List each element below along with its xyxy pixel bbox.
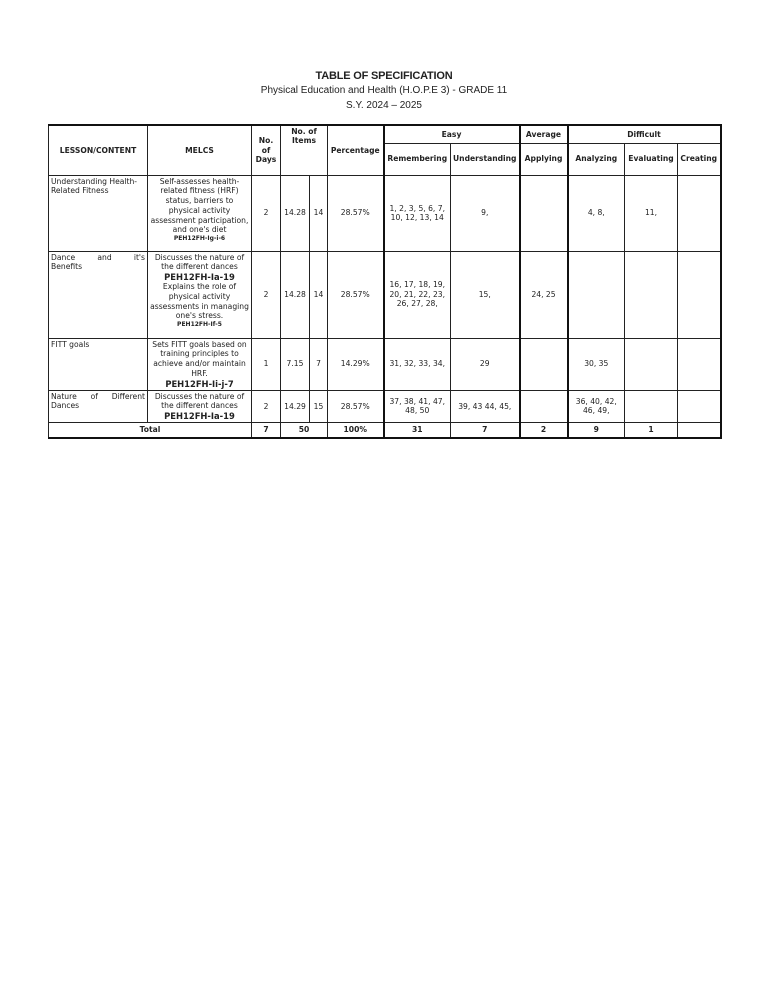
lesson-cell [49, 390, 148, 423]
lesson-word: Benefits [51, 261, 83, 271]
melc-text: Sets FITT goals based on training principles to achieve and/or maintain HRF. [152, 339, 247, 378]
lesson-word: it's [133, 252, 145, 262]
remembering-cell: 1, 2, 3, 5, 6, 7, 10, 12, 13, 14 [384, 175, 451, 251]
header-creating: Creating [678, 143, 721, 175]
header-difficult: Difficult [568, 125, 721, 143]
analyzing-cell: 4, 8, [568, 175, 625, 251]
percentage-cell: 14.29% [328, 338, 384, 390]
days-cell: 1 [252, 338, 281, 390]
melc-cell [148, 390, 252, 423]
melc-text: Discusses the nature of the different dances [154, 391, 245, 411]
percentage-cell: 28.57% [328, 175, 384, 251]
days-cell: 2 [252, 175, 281, 251]
items-cell: 15 [310, 390, 328, 423]
evaluating-cell [625, 251, 678, 338]
understanding-cell: 15, [451, 251, 520, 338]
items-weight-cell: 14.28 [281, 175, 310, 251]
evaluating-cell [625, 338, 678, 390]
melc-code: PEH12FH-Ia-19 [164, 272, 235, 283]
items-weight-cell: 14.28 [281, 251, 310, 338]
header-applying: Applying [520, 143, 568, 175]
header-days: No. of Days [252, 125, 281, 175]
total-items: 50 [281, 423, 328, 438]
header-lesson: LESSON/CONTENT [49, 125, 148, 175]
lesson-word: Different [111, 391, 145, 401]
items-cell: 14 [310, 251, 328, 338]
days-cell: 2 [252, 390, 281, 423]
applying-cell [520, 390, 568, 423]
header-percentage: Percentage [328, 125, 384, 175]
items-cell: 14 [310, 175, 328, 251]
lesson-word: and [97, 252, 112, 262]
total-creating [678, 423, 721, 438]
document-title: TABLE OF SPECIFICATION [315, 70, 453, 82]
header-understanding: Understanding [451, 143, 520, 175]
lesson-cell [49, 251, 148, 338]
creating-cell [678, 251, 721, 338]
percentage-cell: 28.57% [328, 251, 384, 338]
total-remembering: 31 [384, 423, 451, 438]
analyzing-cell: 36, 40, 42, 46, 49, [568, 390, 625, 423]
applying-cell [520, 338, 568, 390]
lesson-word: Nature [51, 391, 77, 401]
total-evaluating: 1 [625, 423, 678, 438]
total-applying: 2 [520, 423, 568, 438]
evaluating-cell: 11, [625, 175, 678, 251]
lesson-cell: Understanding Health-Related Fitness [49, 175, 148, 251]
lesson-line [51, 253, 145, 262]
total-row [49, 423, 721, 438]
header-row-1 [49, 125, 721, 143]
analyzing-cell [568, 251, 625, 338]
total-days: 7 [252, 423, 281, 438]
document-subtitle: Physical Education and Health (H.O.P.E 3) - GRADE 11 [260, 85, 508, 96]
melc-cell [148, 338, 252, 390]
header-remembering: Remembering [384, 143, 451, 175]
remembering-cell: 16, 17, 18, 19, 20, 21, 22, 23, 26, 27, 28, [384, 251, 451, 338]
school-year: S.Y. 2024 – 2025 [346, 100, 422, 111]
lesson-word: Dance [51, 252, 76, 262]
creating-cell [678, 338, 721, 390]
table-row [49, 390, 721, 423]
creating-cell [678, 175, 721, 251]
understanding-cell: 29 [451, 338, 520, 390]
header-melcs: MELCS [148, 125, 252, 175]
creating-cell [678, 390, 721, 423]
melc-code: PEH12FH-Ii-j-7 [165, 378, 234, 389]
total-percentage: 100% [328, 423, 384, 438]
days-cell: 2 [252, 251, 281, 338]
understanding-cell: 9, [451, 175, 520, 251]
items-weight-cell: 7.15 [281, 338, 310, 390]
melc-text: Discusses the nature of the different dances [154, 252, 245, 272]
header-items: No. of Items [281, 125, 328, 175]
melc-code: PEH12FH-If-5 [177, 321, 222, 329]
lesson-word: of [90, 391, 98, 401]
total-analyzing: 9 [568, 423, 625, 438]
total-label: Total [49, 423, 252, 438]
remembering-cell: 31, 32, 33, 34, [384, 338, 451, 390]
items-weight-cell: 14.29 [281, 390, 310, 423]
applying-cell [520, 175, 568, 251]
items-cell: 7 [310, 338, 328, 390]
remembering-cell: 37, 38, 41, 47, 48, 50 [384, 390, 451, 423]
header-average: Average [520, 125, 568, 143]
melc-code: PEH12FH-Ig-i-6 [173, 235, 226, 243]
analyzing-cell: 30, 35 [568, 338, 625, 390]
melc-cell [148, 175, 252, 251]
lesson-line [51, 392, 145, 401]
header-easy: Easy [384, 125, 520, 143]
lesson-cell: FITT goals [49, 338, 148, 390]
lesson-word: Dances [51, 401, 80, 411]
table-row [49, 175, 721, 251]
melc-text: Self-assesses health-related fitness (HRF) status, barriers to physical activity assessment participation, and one's diet [150, 176, 249, 235]
evaluating-cell [625, 390, 678, 423]
melc-text: Explains the role of physical activity assessments in managing one's stress. [150, 282, 249, 321]
understanding-cell: 39, 43 44, 45, [451, 390, 520, 423]
header-analyzing: Analyzing [568, 143, 625, 175]
melc-cell [148, 251, 252, 338]
specification-table [48, 124, 722, 439]
table-row [49, 338, 721, 390]
header-evaluating: Evaluating [625, 143, 678, 175]
melc-code: PEH12FH-Ia-19 [164, 411, 235, 422]
table-row [49, 251, 721, 338]
percentage-cell: 28.57% [328, 390, 384, 423]
total-understanding: 7 [451, 423, 520, 438]
applying-cell: 24, 25 [520, 251, 568, 338]
